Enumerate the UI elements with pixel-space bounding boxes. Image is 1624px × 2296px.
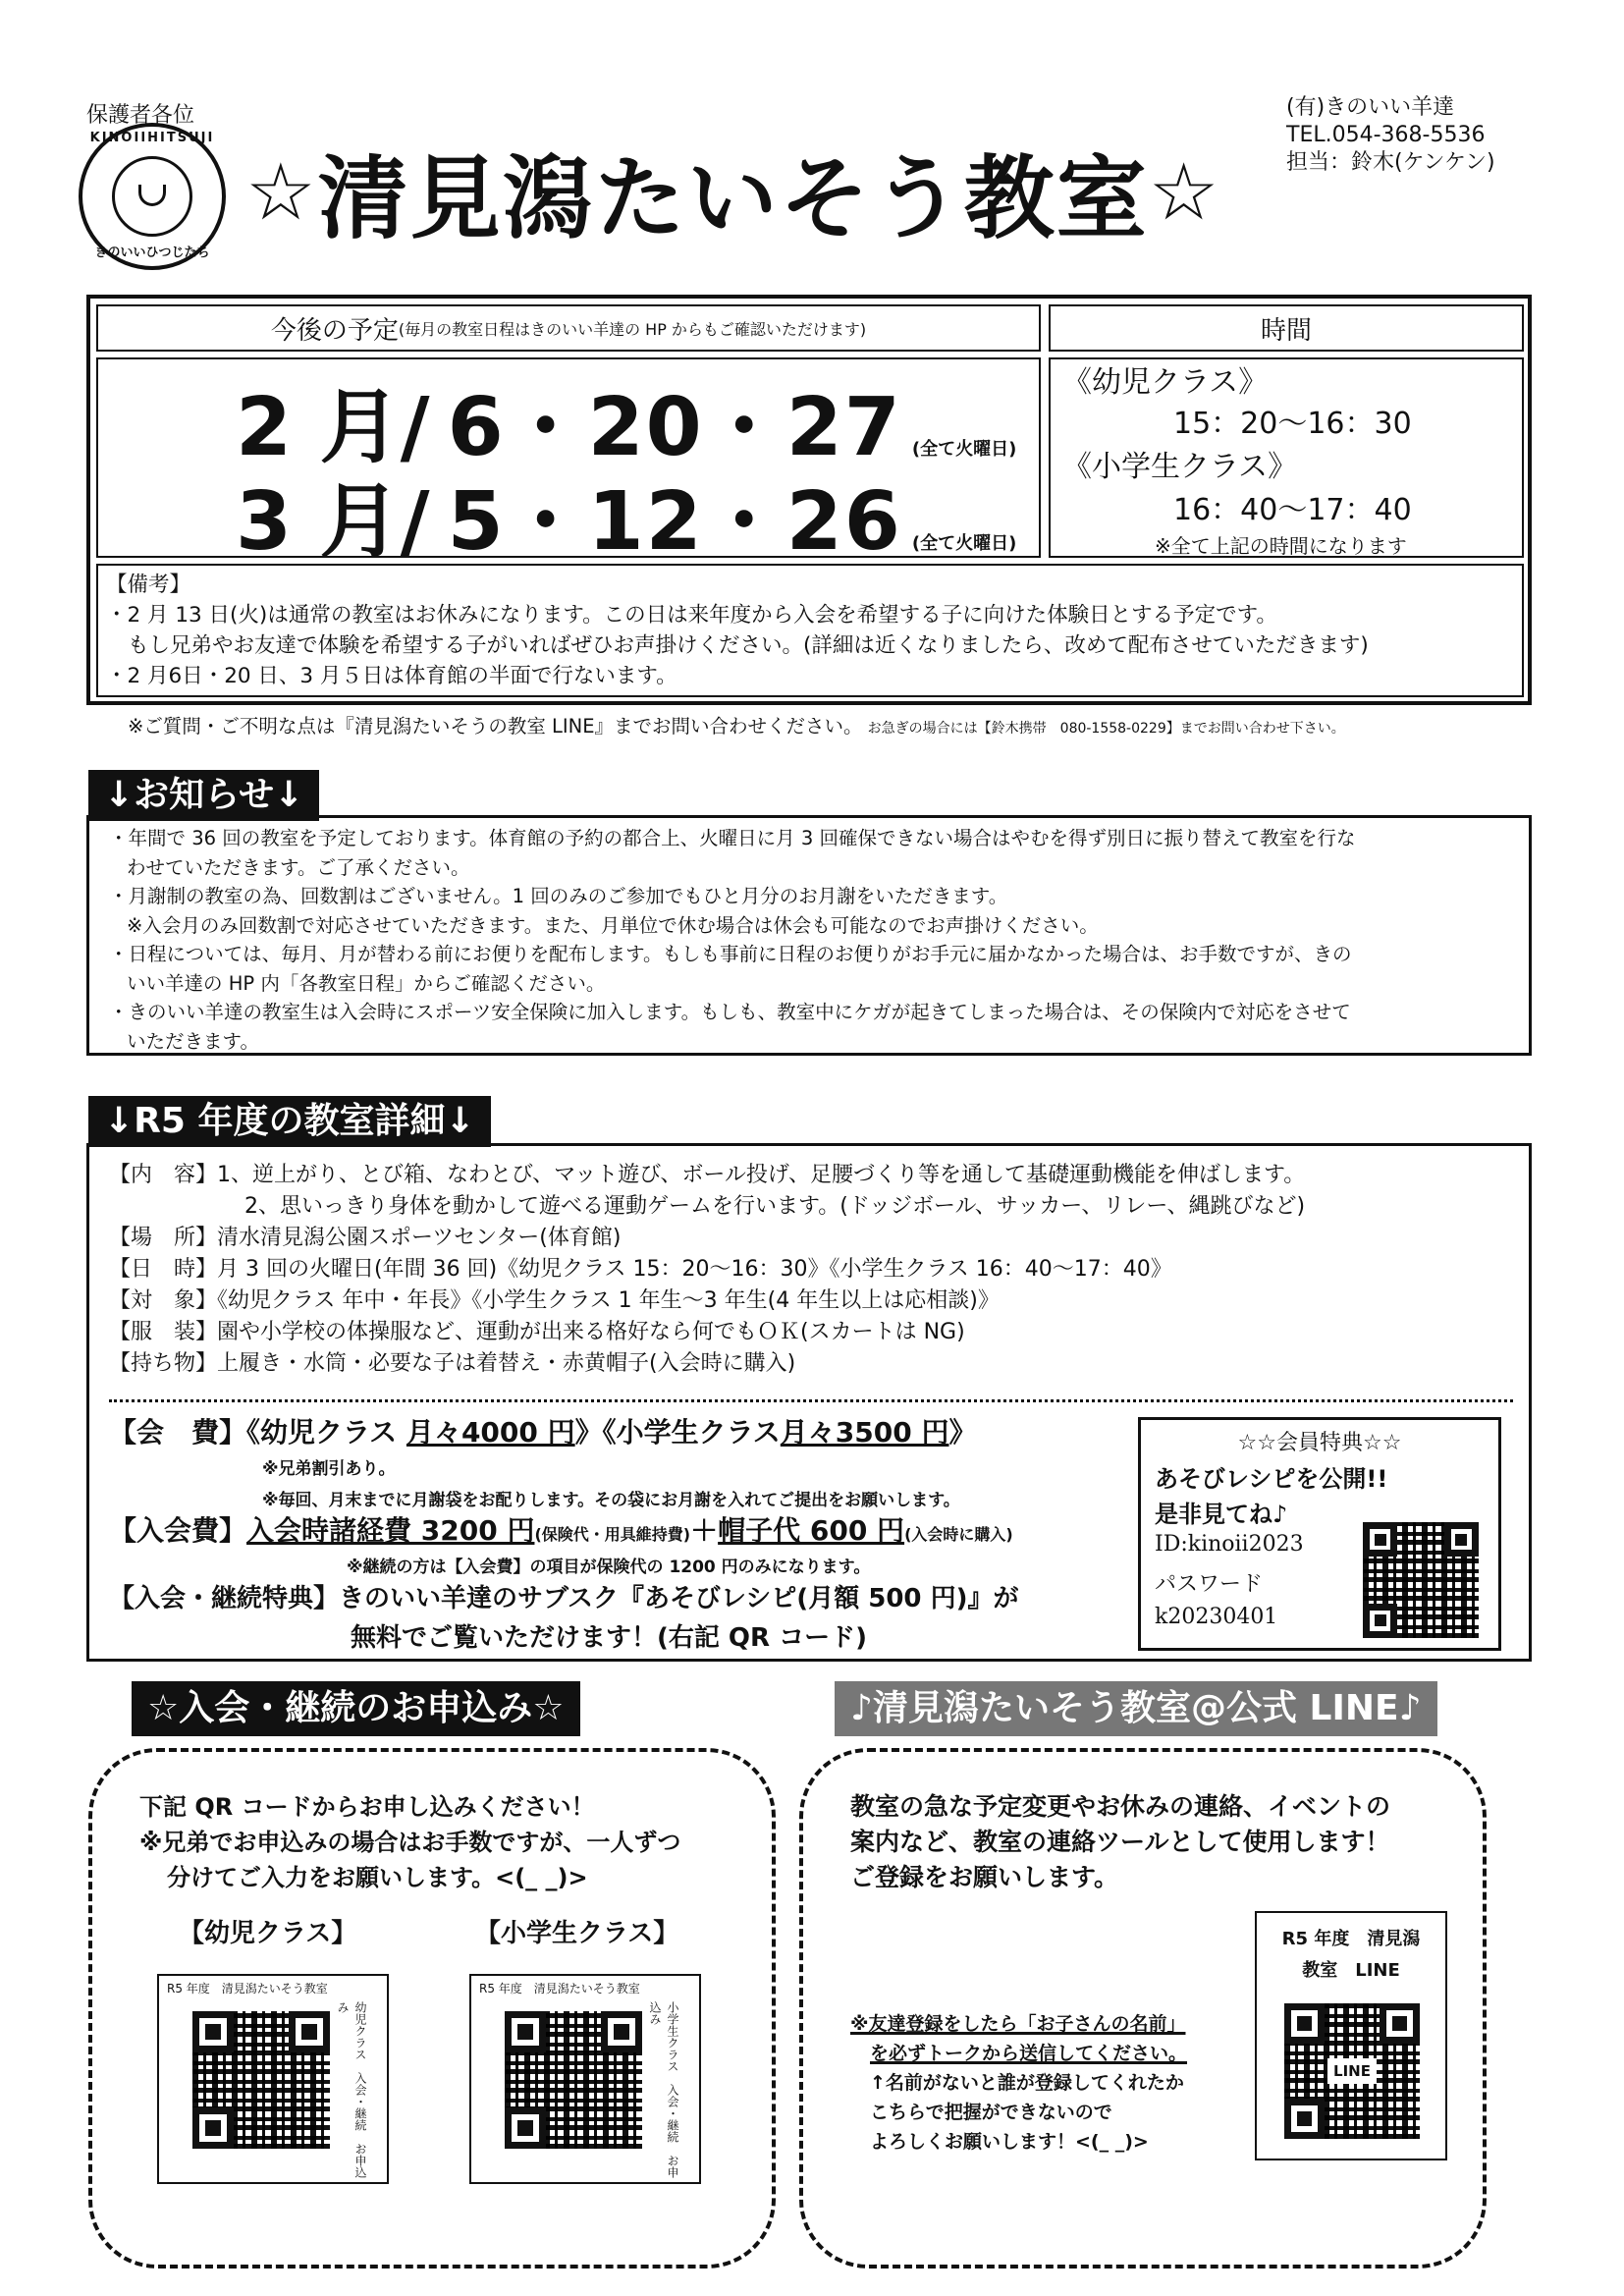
member-pw: k20230401 xyxy=(1155,1605,1278,1629)
fee-kids-prefix: 《幼児クラス xyxy=(246,1416,406,1449)
entry-note: ※継続の方は【入会費】の項目が保険代の 1200 円のみになります。 xyxy=(347,1558,871,1577)
remark-line: もし兄弟やお友達で体験を希望する子がいればぜひお声掛けください。(詳細は近くなりましたら、改めて配布させていただきます) xyxy=(128,633,1369,658)
line-qr-title-2: 教室 LINE xyxy=(1302,1960,1400,1981)
detail-text: 2、思いっきり身体を動かして遊べる運動ゲームを行います。(ドッジボール、サッカー、リレー、縄跳びなど) xyxy=(244,1194,1306,1219)
kids-qr-title: R5 年度 清見潟たいそう教室 xyxy=(167,1982,328,1995)
schedule-dates xyxy=(96,357,1041,569)
line-qr-code[interactable] xyxy=(1284,2003,1420,2139)
time-note: ※全て上記の時間になります xyxy=(1155,534,1407,558)
detail-label: 【服 装】 xyxy=(109,1320,218,1344)
company-info xyxy=(1286,94,1495,177)
elem-qr-title: R5 年度 清見潟たいそう教室 xyxy=(479,1982,640,1995)
detail-text: 園や小学校の体操服など、運動が出来る格好なら何でもＯＫ(スカートは NG) xyxy=(217,1320,965,1344)
fee-post: 》 xyxy=(948,1416,977,1449)
detail-text: 上履き・水筒・必要な子は着替え・赤黄帽子(入会時に購入) xyxy=(217,1351,796,1376)
dotted-divider xyxy=(109,1399,1513,1402)
elem-class-label: 《小学生クラス》 xyxy=(1062,450,1298,484)
details-heading: ↓R5 年度の教室詳細↓ xyxy=(88,1096,491,1147)
schedule-header-left xyxy=(96,304,1041,352)
fee-label: 【会 費】 xyxy=(109,1416,247,1449)
apply-line-3: 分けてご入力をお願いします。<(_ _)> xyxy=(167,1864,588,1891)
detail-text: 清水清見潟公園スポーツセンター(体育館) xyxy=(217,1226,622,1250)
detail-label: 【内 容】 xyxy=(109,1163,218,1187)
logo-top-text: KINOIIHITSUJI xyxy=(89,131,215,145)
remarks-heading: 【備考】 xyxy=(106,573,191,597)
member-qr-code[interactable] xyxy=(1363,1522,1479,1638)
fee-note-2: ※毎回、月末までに月謝袋をお配りします。その袋にお月謝を入れてご提出をお願いします。 xyxy=(262,1491,960,1510)
apply-line-2: ※兄弟でお申込みの場合はお手数ですが、一人ずつ xyxy=(139,1829,681,1856)
notice-line: ・日程については、毎月、月が替わる前にお便りを配布します。もしも事前に日程のお便りがお手元に届かなかった場合は、お手数ですが、きの xyxy=(109,943,1352,965)
detail-text: 《幼児クラス 年中・年長》《小学生クラス 1 年生〜3 年生(4 年生以上は応相談)》 xyxy=(217,1288,1000,1313)
fee-elem: 月々3500 円 xyxy=(780,1416,949,1449)
title-text: 清見潟たいそう教室 xyxy=(317,146,1149,251)
inquiry-urgent: お急ぎの場合には【鈴木携帯 080-1558-0229】までお問い合わせ下さい。 xyxy=(867,721,1345,737)
kids-class-label: 《幼児クラス》 xyxy=(1062,365,1269,400)
fee-kids: 月々4000 円 xyxy=(406,1416,575,1449)
member-id: ID:kinoii2023 xyxy=(1155,1532,1304,1557)
apply-heading: ☆入会・継続のお申込み☆ xyxy=(132,1681,580,1736)
member-line-2: 是非見てね♪ xyxy=(1155,1501,1288,1528)
schedule-box xyxy=(86,295,1532,705)
elem-qr-card[interactable] xyxy=(469,1974,701,2184)
elem-class-qr-label: 【小学生クラス】 xyxy=(475,1919,679,1948)
schedule-heading-note: (毎月の教室日程はきのいい羊達の HP からもご確認いただけます) xyxy=(398,319,867,339)
member-title: ☆☆会員特典☆☆ xyxy=(1237,1431,1402,1455)
member-pw-label: パスワード xyxy=(1155,1572,1264,1597)
line-text-1: 教室の急な予定変更やお休みの連絡、イベントの xyxy=(850,1792,1391,1821)
smile-icon xyxy=(138,185,166,206)
hat-note: (入会時に購入) xyxy=(904,1525,1013,1544)
page-title xyxy=(245,128,1276,255)
line-qr-card[interactable] xyxy=(1255,1911,1447,2160)
kids-qr-code[interactable] xyxy=(192,2011,330,2149)
member-line-1: あそびレシピを公開!! xyxy=(1155,1465,1388,1493)
line-qr-title-1: R5 年度 清見潟 xyxy=(1281,1929,1421,1949)
inquiry-main: ※ご質問・ご不明な点は『清見潟たいそうの教室 LINE』までお問い合わせください。 xyxy=(128,715,863,738)
detail-label: 【日 時】 xyxy=(109,1257,218,1282)
notice-line: いい羊達の HP 内「各教室日程」からご確認ください。 xyxy=(127,971,606,995)
notice-box xyxy=(86,815,1532,1056)
to-guardians: 保護者各位 xyxy=(86,103,195,128)
entry-label: 【入会費】 xyxy=(109,1514,247,1547)
star-icon: ☆ xyxy=(1148,145,1221,238)
remarks-box xyxy=(96,564,1524,697)
detail-label: 【場 所】 xyxy=(109,1226,218,1250)
inquiry-line xyxy=(128,711,1532,738)
kids-qr-side-text: 幼児クラス 入会・継続 お申込み xyxy=(336,2001,367,2178)
kids-class-qr-label: 【幼児クラス】 xyxy=(179,1919,357,1948)
schedule-note: (全て火曜日) xyxy=(911,533,1017,554)
detail-row xyxy=(109,1348,1305,1380)
detail-label: 【対 象】 xyxy=(109,1288,218,1313)
schedule-days: 6・20・27 xyxy=(447,381,902,474)
details-list xyxy=(109,1160,1305,1380)
detail-label: 【持ち物】 xyxy=(109,1351,218,1376)
line-heading: ♪清見潟たいそう教室@公式 LINE♪ xyxy=(835,1681,1437,1736)
elem-qr-side-text: 小学生クラス 入会・継続 お申込み xyxy=(648,2001,679,2178)
company-tel: TEL.054-368-5536 xyxy=(1286,123,1486,147)
elem-qr-code[interactable] xyxy=(505,2011,642,2149)
entry-fee-note: (保険代・用具維持費) xyxy=(534,1525,691,1544)
schedule-month: 2 月/ xyxy=(236,381,430,474)
detail-text: 1、逆上がり、とび箱、なわとび、マット遊び、ボール投げ、足腰づくり等を通して基礎運動機能を伸ばします。 xyxy=(217,1163,1306,1187)
entry-plus: ＋ xyxy=(690,1514,719,1547)
kids-qr-card[interactable] xyxy=(157,1974,389,2184)
detail-row xyxy=(109,1191,1305,1223)
bonus-line-1: 【入会・継続特典】きのいい羊達のサブスク『あそびレシピ(月額 500 円)』が xyxy=(109,1584,1019,1613)
remark-line: ・2 月6日・20 日、3 月５日は体育館の半面で行ないます。 xyxy=(106,664,677,688)
fee-note-1: ※兄弟割引あり。 xyxy=(262,1459,396,1479)
line-note-4: こちらで把握ができないので xyxy=(870,2102,1112,2123)
line-note-1: ※友達登録をしたら「お子さんの名前」 xyxy=(850,2013,1186,2035)
hat-fee: 帽子代 600 円 xyxy=(718,1514,905,1547)
star-icon: ☆ xyxy=(245,145,318,238)
line-note-2: を必ずトークから送信してください。 xyxy=(870,2043,1188,2064)
bonus-line-2: 無料でご覧いただけます！(右記 QR コード) xyxy=(351,1623,867,1653)
detail-row xyxy=(109,1254,1305,1285)
time-header xyxy=(1049,304,1524,352)
schedule-days: 5・12・26 xyxy=(447,475,902,569)
line-text-3: ご登録をお願いします。 xyxy=(850,1863,1119,1891)
elem-class-time: 16：40〜17：40 xyxy=(1173,493,1412,527)
detail-row xyxy=(109,1285,1305,1317)
remark-line: ・2 月 13 日(火)は通常の教室はお休みになります。この日は来年度から入会を希望する子に向けた体験日とする予定です。 xyxy=(106,603,1277,628)
schedule-month: 3 月/ xyxy=(236,475,430,569)
notice-line: わせていただきます。ご了承ください。 xyxy=(127,855,470,879)
line-note xyxy=(850,2009,1187,2157)
notice-line: ※入会月のみ回数割で対応させていただきます。また、月単位で休む場合は休会も可能なのでお声掛けください。 xyxy=(127,913,1099,937)
line-text-2: 案内など、教室の連絡ツールとして使用します！ xyxy=(850,1828,1390,1856)
time-heading: 時間 xyxy=(1260,315,1312,346)
line-logo-icon: LINE xyxy=(1327,2058,1377,2084)
kids-class-time: 15：20〜16：30 xyxy=(1173,407,1412,441)
entry-fee: 入会時諸経費 3200 円 xyxy=(246,1514,535,1547)
schedule-heading: 今後の予定 xyxy=(270,315,399,346)
contact-person: 担当：鈴木(ケンケン) xyxy=(1286,150,1495,175)
sheep-face-icon xyxy=(112,156,192,237)
logo-bottom-text: きのいいひつじたち xyxy=(94,246,210,260)
company-name: (有)きのいい羊達 xyxy=(1286,95,1455,120)
fee-row xyxy=(109,1411,977,1450)
entry-row xyxy=(109,1509,1013,1549)
company-logo xyxy=(79,123,226,270)
schedule-row-mar xyxy=(236,458,1016,573)
detail-row xyxy=(109,1317,1305,1348)
notice-line: ・年間で 36 回の教室を予定しております。体育館の予約の都合上、火曜日に月 3 回確保できない場合はやむを得ず別日に振り替えて教室を行な xyxy=(109,827,1356,849)
detail-row xyxy=(109,1223,1305,1254)
line-note-5: よろしくお願いします！<(_ _)> xyxy=(870,2131,1149,2153)
fee-mid: 》《小学生クラス xyxy=(574,1416,781,1449)
schedule-note: (全て火曜日) xyxy=(911,439,1017,460)
details-box xyxy=(86,1143,1532,1662)
line-note-3: ↑名前がないと誰が登録してくれたか xyxy=(870,2072,1184,2094)
notice-line: いただきます。 xyxy=(127,1029,259,1053)
member-box xyxy=(1138,1417,1501,1651)
notice-line: ・きのいい羊達の教室生は入会時にスポーツ安全保険に加入します。もしも、教室中にケガが起きてしまった場合は、その保険内で対応をさせて xyxy=(109,1001,1351,1023)
detail-row xyxy=(109,1160,1305,1191)
apply-line-1: 下記 QR コードからお申し込みください！ xyxy=(139,1793,595,1821)
schedule-times xyxy=(1049,357,1524,558)
detail-text: 月 3 回の火曜日(年間 36 回)《幼児クラス 15：20〜16：30》《小学生クラス 16：40〜17：40》 xyxy=(217,1257,1172,1282)
notice-heading: ↓お知らせ↓ xyxy=(88,770,319,821)
notice-line: ・月謝制の教室の為、回数割はございません。1 回のみのご参加でもひと月分のお月謝をいただきます。 xyxy=(109,885,1008,907)
